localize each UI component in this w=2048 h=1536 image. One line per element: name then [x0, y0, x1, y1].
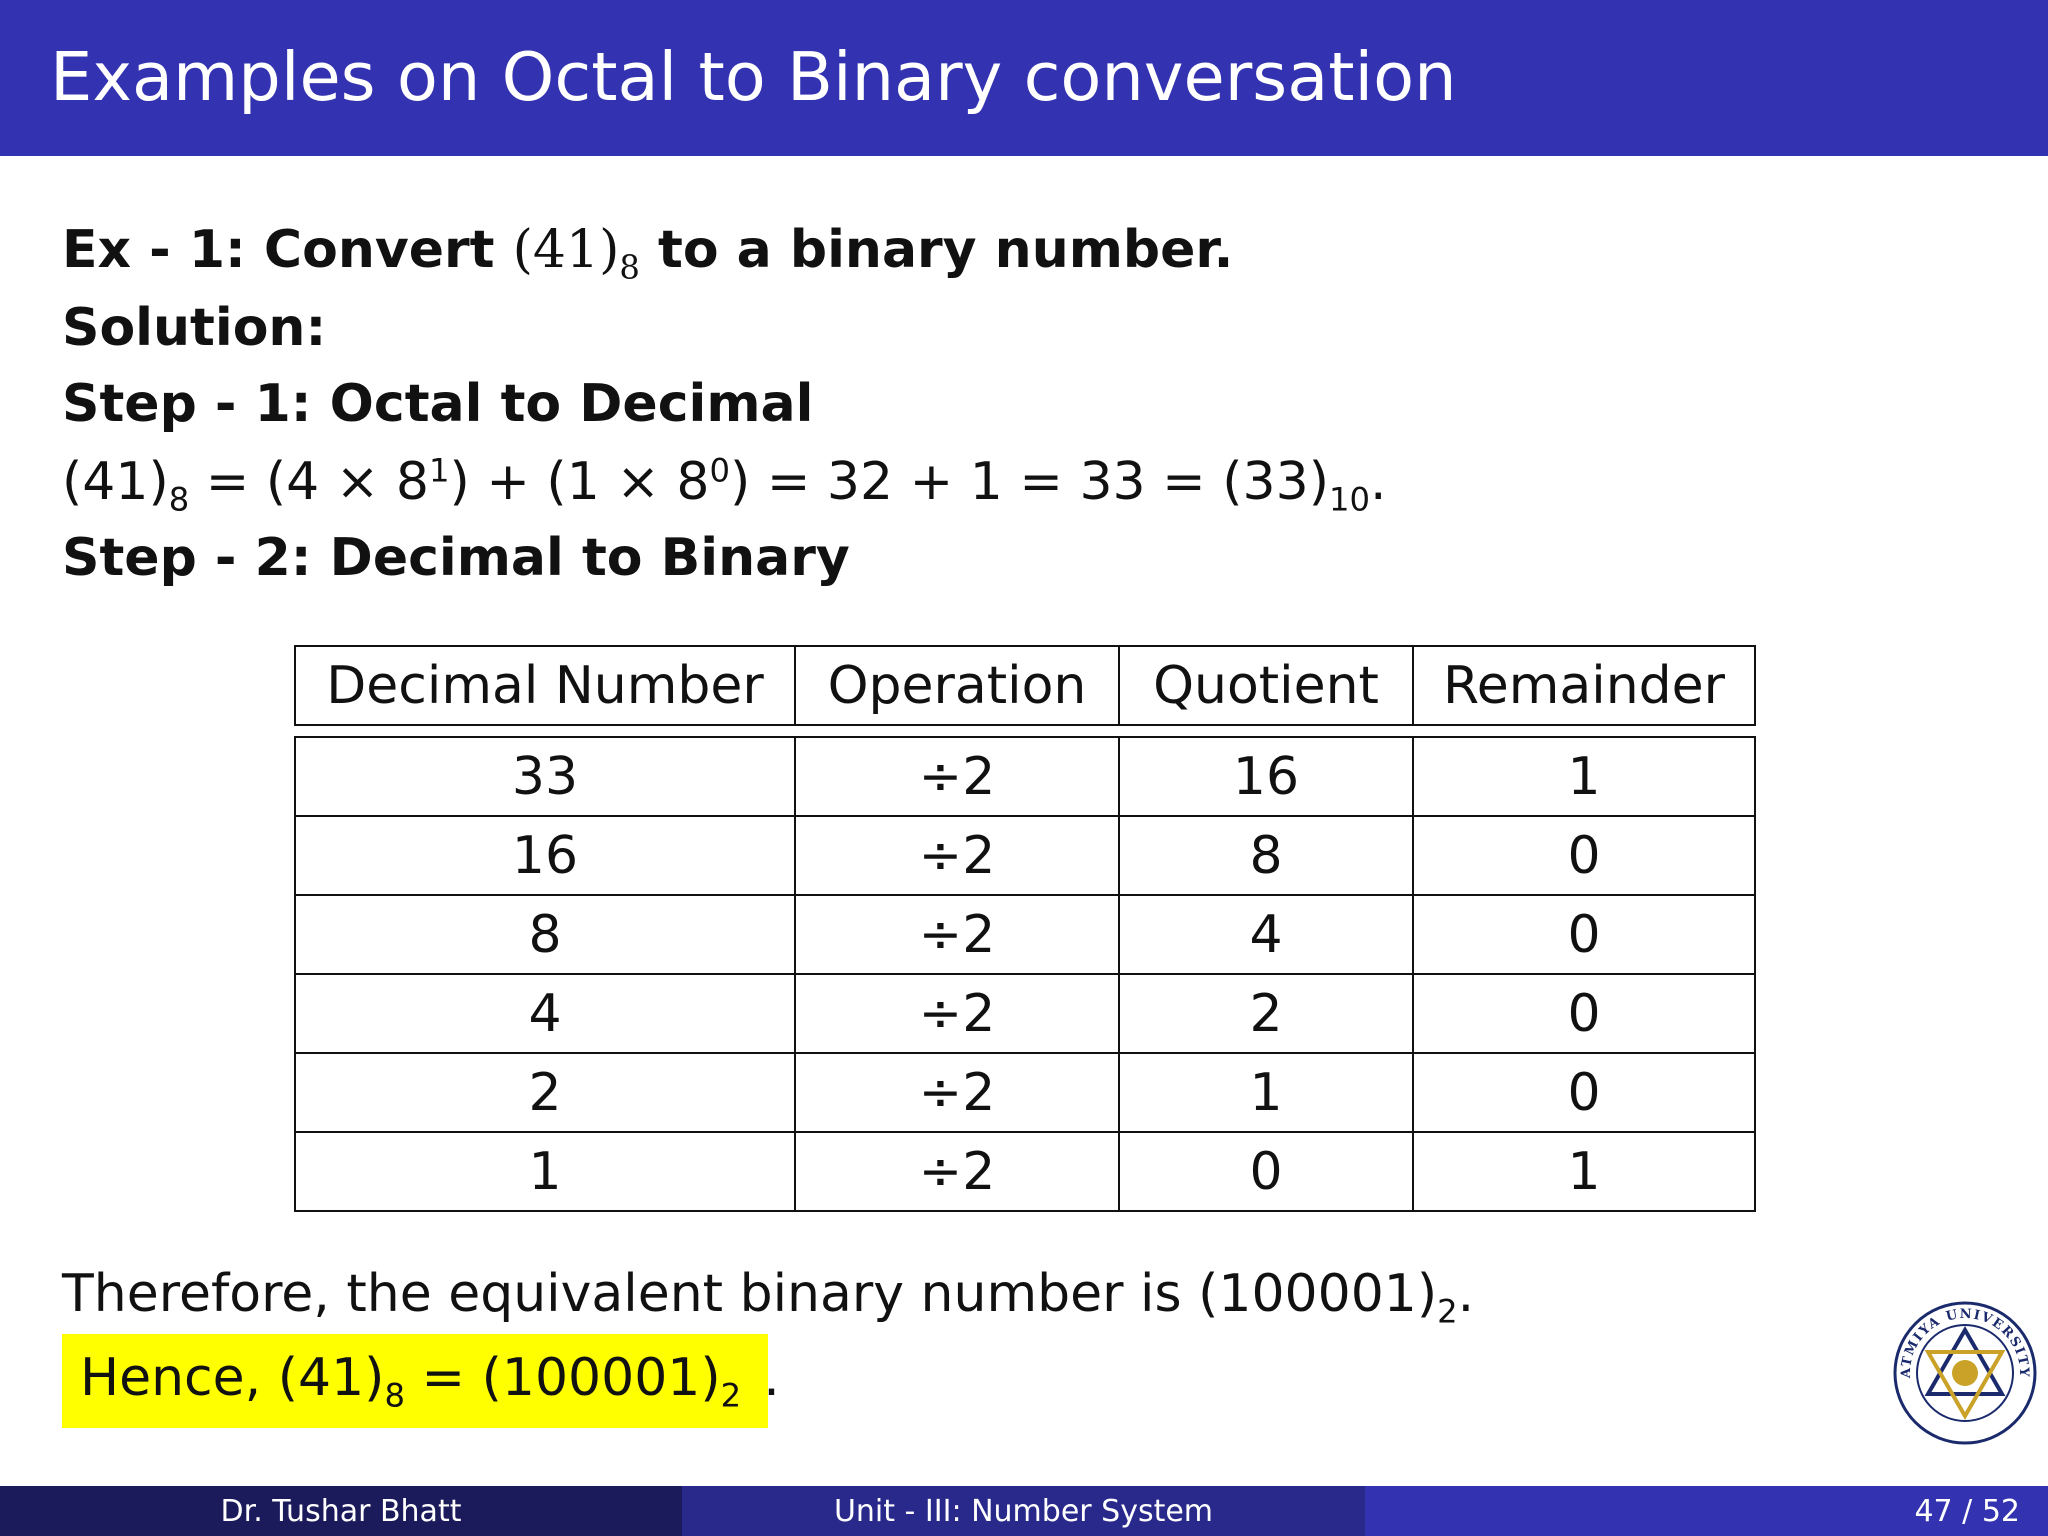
header-operation: Operation — [795, 646, 1119, 725]
table-row — [295, 737, 1755, 816]
footer-page-number: 47 / 52 — [1365, 1486, 2048, 1536]
cell-decimal: 16 — [295, 816, 795, 895]
example-suffix: to a binary number. — [658, 220, 1234, 280]
step1-label: Step - 1: Octal to Decimal — [62, 374, 814, 434]
cell-remainder: 1 — [1413, 737, 1755, 816]
footer-unit: Unit - III: Number System — [682, 1486, 1365, 1536]
cell-operation: ÷2 — [795, 1053, 1119, 1132]
cell-remainder: 0 — [1413, 974, 1755, 1053]
therefore-statement: Therefore, the equivalent binary number is $(100001)_2$. — [62, 1264, 1475, 1331]
footer-author: Dr. Tushar Bhatt — [0, 1486, 682, 1536]
table-row — [295, 974, 1755, 1053]
cell-quotient: 1 — [1119, 1053, 1413, 1132]
header-decimal-number: Decimal Number — [295, 646, 795, 725]
slide-title: Examples on Octal to Binary conversation — [50, 38, 1457, 116]
division-table — [294, 736, 1756, 1212]
cell-remainder: 0 — [1413, 1053, 1755, 1132]
cell-remainder: 1 — [1413, 1132, 1755, 1211]
cell-decimal: 2 — [295, 1053, 795, 1132]
cell-operation: ÷2 — [795, 737, 1119, 816]
hence-statement: Hence, $(41)_8 = (100001)_2$ . — [80, 1348, 780, 1415]
table-header — [294, 645, 1756, 726]
university-seal-icon — [1892, 1300, 2038, 1446]
table-row — [295, 1053, 1755, 1132]
solution-label: Solution: — [62, 298, 327, 358]
cell-decimal: 1 — [295, 1132, 795, 1211]
cell-quotient: 8 — [1119, 816, 1413, 895]
cell-quotient: 0 — [1119, 1132, 1413, 1211]
cell-operation: ÷2 — [795, 816, 1119, 895]
example-prefix: Ex - 1: Convert — [62, 220, 495, 280]
header-remainder: Remainder — [1413, 646, 1755, 725]
title-bar — [0, 0, 2048, 156]
table-row — [295, 895, 1755, 974]
step1-equation: $(41)_8 = (4 \times 8^1) + (1 \times 8^0) = 32 + 1 = 33 = (33)_{10}$. — [62, 451, 1387, 519]
cell-quotient: 2 — [1119, 974, 1413, 1053]
table-row — [295, 1132, 1755, 1211]
cell-quotient: 4 — [1119, 895, 1413, 974]
example-number: $(41)_8$ — [512, 220, 640, 287]
cell-quotient: 16 — [1119, 737, 1413, 816]
cell-decimal: 8 — [295, 895, 795, 974]
step2-label: Step - 2: Decimal to Binary — [62, 528, 850, 588]
cell-operation: ÷2 — [795, 895, 1119, 974]
table-row — [295, 816, 1755, 895]
cell-operation: ÷2 — [795, 1132, 1119, 1211]
cell-decimal: 33 — [295, 737, 795, 816]
seal-text: ATMIYA UNIVERSITY — [1898, 1306, 2032, 1379]
footer-bar — [0, 1486, 2048, 1536]
header-quotient: Quotient — [1119, 646, 1413, 725]
example-statement — [62, 220, 1234, 287]
cell-operation: ÷2 — [795, 974, 1119, 1053]
cell-remainder: 0 — [1413, 816, 1755, 895]
cell-decimal: 4 — [295, 974, 795, 1053]
cell-remainder: 0 — [1413, 895, 1755, 974]
